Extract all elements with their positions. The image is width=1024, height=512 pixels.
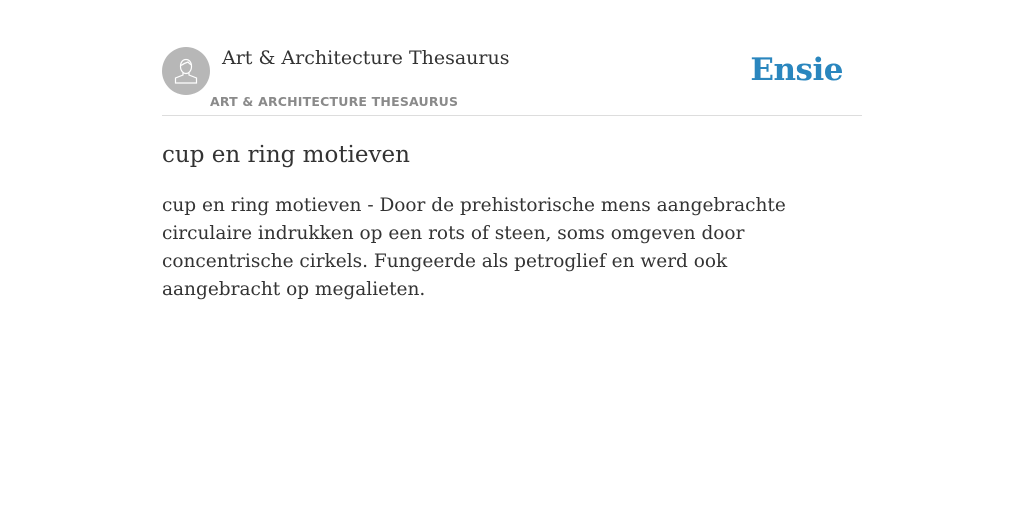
term-title: cup en ring motieven [162,142,410,168]
page [162,0,862,304]
source-header [162,47,862,116]
brand-logo[interactable]: Ensie [750,52,843,88]
source-caption[interactable]: ART & ARCHITECTURE THESAURUS [210,94,459,109]
source-title[interactable]: Art & Architecture Thesaurus [222,47,510,69]
user-silhouette-icon [171,56,201,86]
term-definition: cup en ring motieven - Door de prehistorische mens aangebrachte circulaire indrukken op een rots of steen, soms omgeven door concentrische cirkels. Fungeerde als petroglief en werd ook aangebracht op megalieten. [162,195,786,300]
avatar[interactable] [162,47,210,95]
